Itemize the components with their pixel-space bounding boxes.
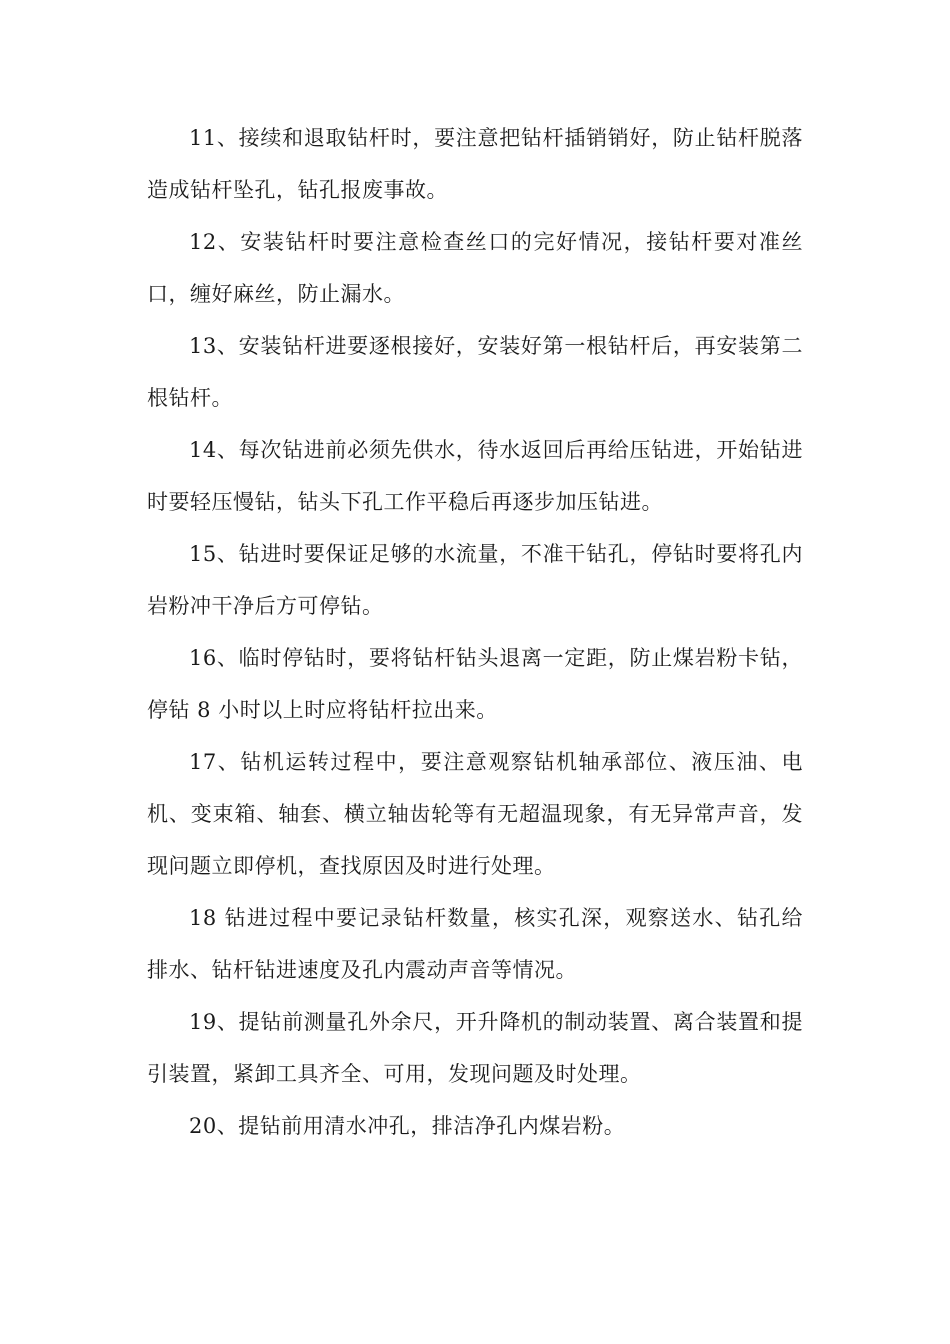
- paragraph-11: 11、接续和退取钻杆时，要注意把钻杆插销销好，防止钻杆脱落造成钻杆坠孔，钻孔报废事故。: [147, 126, 803, 202]
- paragraph-20: 20、提钻前用清水冲孔，排洁净孔内煤岩粉。: [189, 1114, 626, 1138]
- paragraph-19: 19、提钻前测量孔外余尺，开升降机的制动装置、离合装置和提引装置，紧卸工具齐全、可用，发现问题及时处理。: [147, 1010, 803, 1086]
- paragraph-15: 15、钻进时要保证足够的水流量，不准干钻孔，停钻时要将孔内岩粉冲干净后方可停钻。: [147, 542, 803, 618]
- paragraph-13: 13、安装钻杆进要逐根接好，安装好第一根钻杆后，再安装第二根钻杆。: [147, 334, 803, 410]
- paragraph-17: 17、钻机运转过程中，要注意观察钻机轴承部位、液压油、电机、变束箱、轴套、横立轴齿轮等有无超温现象，有无异常声音，发现问题立即停机，查找原因及时进行处理。: [147, 750, 803, 878]
- paragraph-18: 18 钻进过程中要记录钻杆数量，核实孔深，观察送水、钻孔给排水、钻杆钻进速度及孔内震动声音等情况。: [147, 906, 803, 982]
- paragraph-12: 12、安装钻杆时要注意检查丝口的完好情况，接钻杆要对准丝口，缠好麻丝，防止漏水。: [147, 230, 803, 306]
- document-body: [147, 112, 803, 1152]
- paragraph-14: 14、每次钻进前必须先供水，待水返回后再给压钻进，开始钻进时要轻压慢钻，钻头下孔工作平稳后再逐步加压钻进。: [147, 438, 803, 514]
- paragraph-16: 16、临时停钻时，要将钻杆钻头退离一定距，防止煤岩粉卡钻，停钻 8 小时以上时应将钻杆拉出来。: [147, 646, 803, 722]
